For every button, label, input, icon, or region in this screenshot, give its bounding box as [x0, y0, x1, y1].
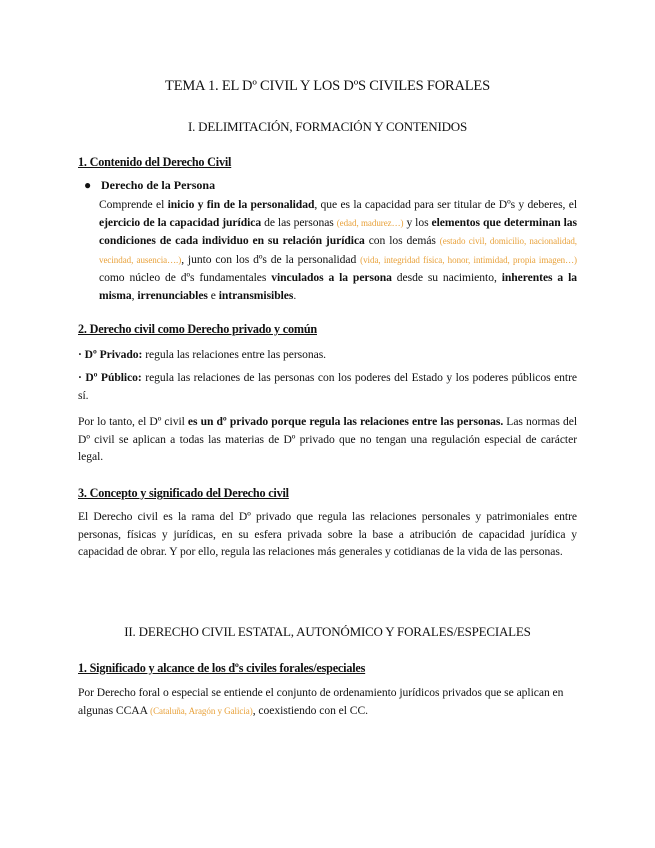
- document-title: TEMA 1. EL Dº CIVIL Y LOS DºS CIVILES FORALES: [165, 78, 490, 94]
- heading-forales: 1. Significado y alcance de los dºs civiles forales/especiales: [78, 661, 366, 675]
- heading-contenido: 1. Contenido del Derecho Civil: [78, 155, 232, 169]
- text-span: .: [293, 288, 297, 302]
- text-span: , que es la capacidad para ser titular de Dºs y deberes, el: [314, 198, 577, 211]
- text-span: , junto con los dºs de la personalidad: [181, 252, 361, 266]
- text-span: ,: [131, 288, 138, 302]
- text-span: de las personas: [261, 215, 337, 229]
- text-span: Por Derecho foral o especial se entiende el conjunto de ordenamiento jurídicos privados que se aplican en algunas CCAA: [78, 686, 564, 717]
- paragraph-forales: [78, 684, 577, 720]
- bold-span: elementos que determinan las condiciones de cada individuo en su relación jurídica: [99, 215, 577, 248]
- bullet-title: Derecho de la Persona: [101, 178, 216, 192]
- paragraph-persona: [99, 196, 577, 305]
- bold-span: · Dº Público:: [78, 371, 142, 384]
- bold-span: vinculados a la persona: [271, 271, 392, 285]
- text-span: Por lo tanto, el Dº civil: [78, 415, 188, 428]
- text-span: desde su nacimiento,: [391, 271, 502, 285]
- bold-span: intransmisibles: [218, 288, 294, 302]
- paragraph-concepto: El Derecho civil es la rama del Dº privado que regula las relaciones personales y patrimoniales entre personas, físicas y jurídicas, en su esfera privada sobre la base a atribución de capacidad jurídica y capacidad de obrar. Y por ello, regula las relaciones más generales y cotidianas de la vida de las personas.: [78, 510, 577, 559]
- text-span: y los: [403, 215, 432, 229]
- bold-span: ejercicio de la capacidad jurídica: [99, 215, 262, 229]
- text-span: e: [207, 288, 219, 302]
- note-span: (edad, madurez…): [336, 217, 404, 228]
- bold-span: irrenunciables: [137, 288, 208, 302]
- bold-span: inicio y fin de la personalidad: [167, 198, 315, 211]
- bold-span: · Dº Privado:: [78, 348, 143, 361]
- note-span: (Cataluña, Aragón y Galicia): [150, 705, 253, 716]
- text-span: como núcleo de dºs fundamentales: [99, 271, 272, 285]
- bullet-dot-icon: ●: [84, 178, 92, 192]
- heading-concepto: 3. Concepto y significado del Derecho civil: [78, 486, 289, 500]
- section-title-1: I. DELIMITACIÓN, FORMACIÓN Y CONTENIDOS: [187, 119, 468, 134]
- section-title-2: II. DERECHO CIVIL ESTATAL, AUTONÓMICO Y FORALES/ESPECIALES: [124, 624, 531, 639]
- note-span: (estado civil, domicilio, nacionalidad, vecindad, ausencia….): [99, 236, 578, 265]
- paragraph-conclusion: [78, 413, 577, 466]
- text-span: Comprende el: [99, 198, 168, 211]
- text-span: Las normas del Dº civil se aplican a todas las materias de Dº privado que no tengan una regulación especial de carácter legal.: [78, 415, 577, 464]
- paragraph-privado: [78, 346, 577, 364]
- bold-span: es un dº privado porque regula las relaciones entre las personas.: [187, 415, 504, 428]
- paragraph-publico: [78, 369, 577, 404]
- text-span: , coexistiendo con el CC.: [252, 703, 369, 717]
- note-span: (vida, integridad física, honor, intimidad, propia imagen…): [360, 254, 577, 265]
- text-span: con los demás: [364, 234, 440, 248]
- text-span: regula las relaciones de las personas con los poderes del Estado y los poderes públicos entre sí.: [78, 371, 577, 402]
- heading-derecho-privado: 2. Derecho civil como Derecho privado y común: [78, 322, 317, 336]
- bold-span: inherentes a la misma: [99, 271, 577, 302]
- text-span: regula las relaciones entre las personas.: [142, 348, 327, 361]
